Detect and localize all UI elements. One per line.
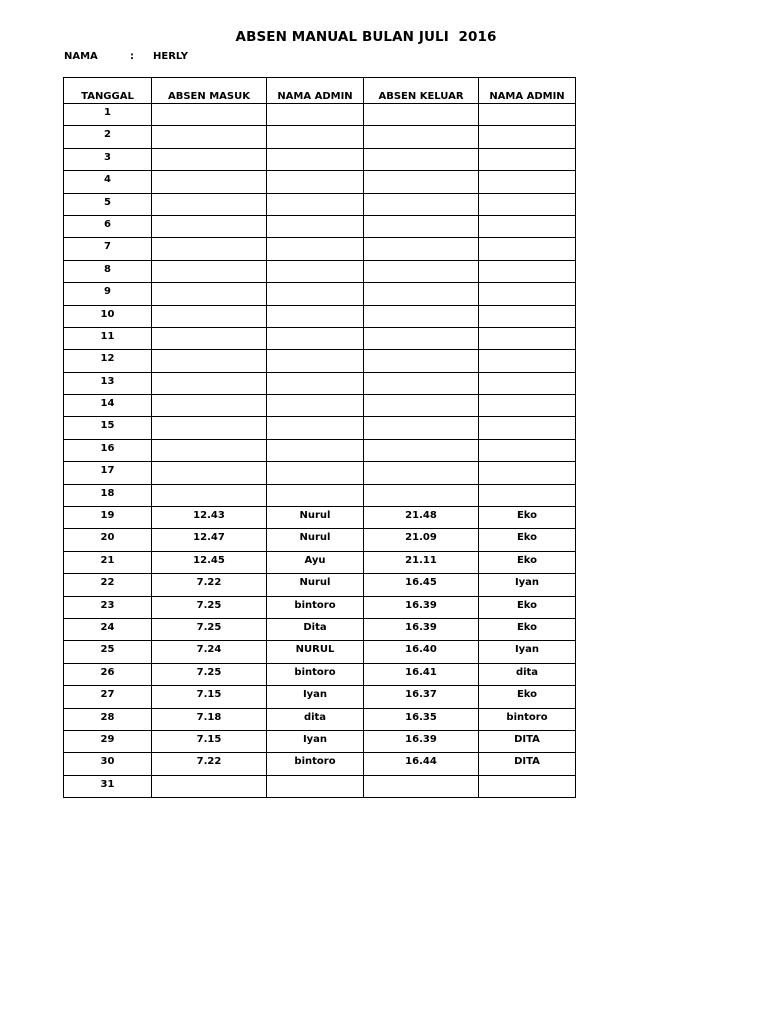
absen-masuk-cell — [152, 260, 267, 282]
tanggal-cell: 5 — [64, 193, 152, 215]
tanggal-cell: 12 — [64, 350, 152, 372]
tanggal-cell: 9 — [64, 283, 152, 305]
tanggal-cell: 11 — [64, 327, 152, 349]
tanggal-cell: 14 — [64, 395, 152, 417]
table-row — [64, 529, 576, 551]
tanggal-cell: 22 — [64, 574, 152, 596]
nama-admin-keluar-cell — [479, 775, 576, 797]
tanggal-cell: 3 — [64, 148, 152, 170]
nama-admin-keluar-cell — [479, 372, 576, 394]
nama-admin-masuk-cell — [267, 215, 364, 237]
table-row — [64, 417, 576, 439]
absen-keluar-cell — [364, 126, 479, 148]
nama-admin-masuk-cell — [267, 350, 364, 372]
absen-keluar-cell: 16.37 — [364, 686, 479, 708]
table-row — [64, 618, 576, 640]
nama-admin-masuk-cell — [267, 104, 364, 126]
nama-admin-masuk-cell: Nurul — [267, 529, 364, 551]
nama-admin-masuk-cell — [267, 171, 364, 193]
nama-admin-keluar-cell — [479, 193, 576, 215]
absen-masuk-cell — [152, 775, 267, 797]
nama-admin-masuk-cell — [267, 372, 364, 394]
header-nama-admin-masuk: NAMA ADMIN — [267, 78, 364, 104]
absen-masuk-cell: 7.25 — [152, 663, 267, 685]
table-row — [64, 193, 576, 215]
nama-admin-masuk-cell — [267, 193, 364, 215]
tanggal-cell: 2 — [64, 126, 152, 148]
absen-keluar-cell: 16.44 — [364, 753, 479, 775]
nama-admin-keluar-cell — [479, 260, 576, 282]
table-row — [64, 260, 576, 282]
absen-keluar-cell — [364, 417, 479, 439]
absen-masuk-cell: 7.22 — [152, 753, 267, 775]
absen-masuk-cell: 7.15 — [152, 730, 267, 752]
tanggal-cell: 29 — [64, 730, 152, 752]
absen-masuk-cell — [152, 104, 267, 126]
table-row — [64, 708, 576, 730]
header-row — [64, 78, 576, 104]
absen-masuk-cell — [152, 283, 267, 305]
nama-admin-masuk-cell — [267, 439, 364, 461]
table-row — [64, 775, 576, 797]
table-row — [64, 171, 576, 193]
nama-admin-keluar-cell — [479, 148, 576, 170]
absen-keluar-cell — [364, 372, 479, 394]
absen-masuk-cell: 7.15 — [152, 686, 267, 708]
nama-admin-keluar-cell — [479, 350, 576, 372]
document-title: ABSEN MANUAL BULAN JULI 2016 — [235, 29, 497, 45]
absen-masuk-cell: 7.25 — [152, 618, 267, 640]
nama-admin-masuk-cell — [267, 148, 364, 170]
nama-admin-keluar-cell — [479, 104, 576, 126]
nama-admin-keluar-cell: Eko — [479, 618, 576, 640]
table-row — [64, 327, 576, 349]
nama-admin-masuk-cell — [267, 327, 364, 349]
table-row — [64, 484, 576, 506]
absen-keluar-cell — [364, 283, 479, 305]
nama-admin-masuk-cell: Ayu — [267, 551, 364, 573]
nama-admin-masuk-cell — [267, 395, 364, 417]
table-row — [64, 686, 576, 708]
tanggal-cell: 23 — [64, 596, 152, 618]
tanggal-cell: 1 — [64, 104, 152, 126]
tanggal-cell: 4 — [64, 171, 152, 193]
absen-masuk-cell: 7.22 — [152, 574, 267, 596]
absen-keluar-cell: 21.11 — [364, 551, 479, 573]
table-row — [64, 574, 576, 596]
absen-keluar-cell: 21.09 — [364, 529, 479, 551]
nama-admin-masuk-cell — [267, 775, 364, 797]
header-nama-admin-keluar: NAMA ADMIN — [479, 78, 576, 104]
nama-admin-keluar-cell: Eko — [479, 596, 576, 618]
nama-admin-masuk-cell — [267, 260, 364, 282]
absen-keluar-cell — [364, 462, 479, 484]
absen-masuk-cell — [152, 148, 267, 170]
tanggal-cell: 8 — [64, 260, 152, 282]
tanggal-cell: 16 — [64, 439, 152, 461]
absen-masuk-cell — [152, 171, 267, 193]
table-row — [64, 462, 576, 484]
nama-admin-masuk-cell — [267, 417, 364, 439]
nama-admin-keluar-cell: bintoro — [479, 708, 576, 730]
absen-keluar-cell — [364, 171, 479, 193]
nama-admin-keluar-cell: Eko — [479, 507, 576, 529]
absen-masuk-cell: 12.43 — [152, 507, 267, 529]
tanggal-cell: 28 — [64, 708, 152, 730]
absen-masuk-cell — [152, 417, 267, 439]
tanggal-cell: 19 — [64, 507, 152, 529]
tanggal-cell: 27 — [64, 686, 152, 708]
nama-admin-masuk-cell: Dita — [267, 618, 364, 640]
attendance-table — [63, 77, 576, 798]
tanggal-cell: 30 — [64, 753, 152, 775]
absen-keluar-cell: 16.39 — [364, 618, 479, 640]
tanggal-cell: 15 — [64, 417, 152, 439]
tanggal-cell: 31 — [64, 775, 152, 797]
nama-admin-masuk-cell: Iyan — [267, 686, 364, 708]
absen-keluar-cell — [364, 327, 479, 349]
nama-admin-masuk-cell — [267, 238, 364, 260]
absen-masuk-cell: 7.24 — [152, 641, 267, 663]
table-row — [64, 439, 576, 461]
nama-admin-keluar-cell — [479, 215, 576, 237]
nama-admin-masuk-cell: NURUL — [267, 641, 364, 663]
tanggal-cell: 26 — [64, 663, 152, 685]
nama-admin-keluar-cell: dita — [479, 663, 576, 685]
name-label: NAMA — [64, 51, 98, 62]
tanggal-cell: 10 — [64, 305, 152, 327]
nama-admin-keluar-cell — [479, 171, 576, 193]
nama-admin-keluar-cell — [479, 417, 576, 439]
absen-keluar-cell: 16.41 — [364, 663, 479, 685]
nama-admin-masuk-cell: Iyan — [267, 730, 364, 752]
absen-keluar-cell — [364, 350, 479, 372]
tanggal-cell: 7 — [64, 238, 152, 260]
table-row — [64, 305, 576, 327]
absen-keluar-cell — [364, 484, 479, 506]
nama-admin-keluar-cell — [479, 305, 576, 327]
table-row — [64, 350, 576, 372]
absen-keluar-cell — [364, 305, 479, 327]
table-row — [64, 126, 576, 148]
table-row — [64, 283, 576, 305]
absen-masuk-cell — [152, 126, 267, 148]
table-row — [64, 372, 576, 394]
absen-masuk-cell: 12.45 — [152, 551, 267, 573]
nama-admin-masuk-cell: dita — [267, 708, 364, 730]
nama-admin-masuk-cell: Nurul — [267, 507, 364, 529]
table-row — [64, 104, 576, 126]
absen-keluar-cell: 16.35 — [364, 708, 479, 730]
table-row — [64, 641, 576, 663]
table-body — [64, 104, 576, 798]
table-row — [64, 596, 576, 618]
nama-admin-keluar-cell — [479, 283, 576, 305]
absen-keluar-cell: 16.40 — [364, 641, 479, 663]
absen-masuk-cell: 12.47 — [152, 529, 267, 551]
name-value: HERLY — [153, 51, 188, 62]
nama-admin-keluar-cell: DITA — [479, 730, 576, 752]
table-row — [64, 551, 576, 573]
absen-masuk-cell: 7.25 — [152, 596, 267, 618]
tanggal-cell: 20 — [64, 529, 152, 551]
nama-admin-masuk-cell — [267, 462, 364, 484]
tanggal-cell: 17 — [64, 462, 152, 484]
absen-keluar-cell — [364, 215, 479, 237]
table-row — [64, 148, 576, 170]
nama-admin-keluar-cell — [479, 484, 576, 506]
nama-admin-keluar-cell: Eko — [479, 529, 576, 551]
absen-masuk-cell — [152, 462, 267, 484]
nama-admin-masuk-cell — [267, 126, 364, 148]
table-row — [64, 395, 576, 417]
nama-admin-masuk-cell: bintoro — [267, 753, 364, 775]
nama-admin-keluar-cell — [479, 126, 576, 148]
absen-keluar-cell — [364, 775, 479, 797]
nama-admin-keluar-cell: Eko — [479, 686, 576, 708]
tanggal-cell: 13 — [64, 372, 152, 394]
header-tanggal: TANGGAL — [64, 78, 152, 104]
table-row — [64, 238, 576, 260]
nama-admin-keluar-cell: DITA — [479, 753, 576, 775]
absen-keluar-cell — [364, 193, 479, 215]
absen-keluar-cell — [364, 439, 479, 461]
absen-masuk-cell — [152, 238, 267, 260]
nama-admin-masuk-cell — [267, 484, 364, 506]
nama-admin-keluar-cell — [479, 238, 576, 260]
table-row — [64, 663, 576, 685]
table-row — [64, 753, 576, 775]
nama-admin-keluar-cell: Iyan — [479, 641, 576, 663]
tanggal-cell: 24 — [64, 618, 152, 640]
nama-admin-keluar-cell — [479, 462, 576, 484]
absen-masuk-cell — [152, 372, 267, 394]
absen-masuk-cell — [152, 215, 267, 237]
absen-keluar-cell: 16.45 — [364, 574, 479, 596]
tanggal-cell: 25 — [64, 641, 152, 663]
absen-keluar-cell — [364, 395, 479, 417]
nama-admin-keluar-cell: Iyan — [479, 574, 576, 596]
tanggal-cell: 18 — [64, 484, 152, 506]
header-absen-keluar: ABSEN KELUAR — [364, 78, 479, 104]
absen-masuk-cell — [152, 395, 267, 417]
table-row — [64, 507, 576, 529]
tanggal-cell: 6 — [64, 215, 152, 237]
absen-masuk-cell — [152, 350, 267, 372]
absen-masuk-cell: 7.18 — [152, 708, 267, 730]
nama-admin-masuk-cell: bintoro — [267, 596, 364, 618]
nama-admin-keluar-cell: Eko — [479, 551, 576, 573]
nama-admin-keluar-cell — [479, 327, 576, 349]
table-row — [64, 730, 576, 752]
header-absen-masuk: ABSEN MASUK — [152, 78, 267, 104]
nama-admin-masuk-cell — [267, 305, 364, 327]
nama-admin-keluar-cell — [479, 439, 576, 461]
absen-masuk-cell — [152, 484, 267, 506]
nama-admin-masuk-cell — [267, 283, 364, 305]
nama-admin-keluar-cell — [479, 395, 576, 417]
absen-keluar-cell — [364, 104, 479, 126]
tanggal-cell: 21 — [64, 551, 152, 573]
name-colon: : — [130, 51, 134, 62]
table-row — [64, 215, 576, 237]
absen-keluar-cell — [364, 260, 479, 282]
nama-admin-masuk-cell: Nurul — [267, 574, 364, 596]
absen-keluar-cell: 16.39 — [364, 730, 479, 752]
nama-admin-masuk-cell: bintoro — [267, 663, 364, 685]
absen-keluar-cell: 21.48 — [364, 507, 479, 529]
absen-masuk-cell — [152, 193, 267, 215]
absen-masuk-cell — [152, 327, 267, 349]
absen-keluar-cell — [364, 148, 479, 170]
absen-masuk-cell — [152, 439, 267, 461]
absen-keluar-cell — [364, 238, 479, 260]
absen-keluar-cell: 16.39 — [364, 596, 479, 618]
absen-masuk-cell — [152, 305, 267, 327]
